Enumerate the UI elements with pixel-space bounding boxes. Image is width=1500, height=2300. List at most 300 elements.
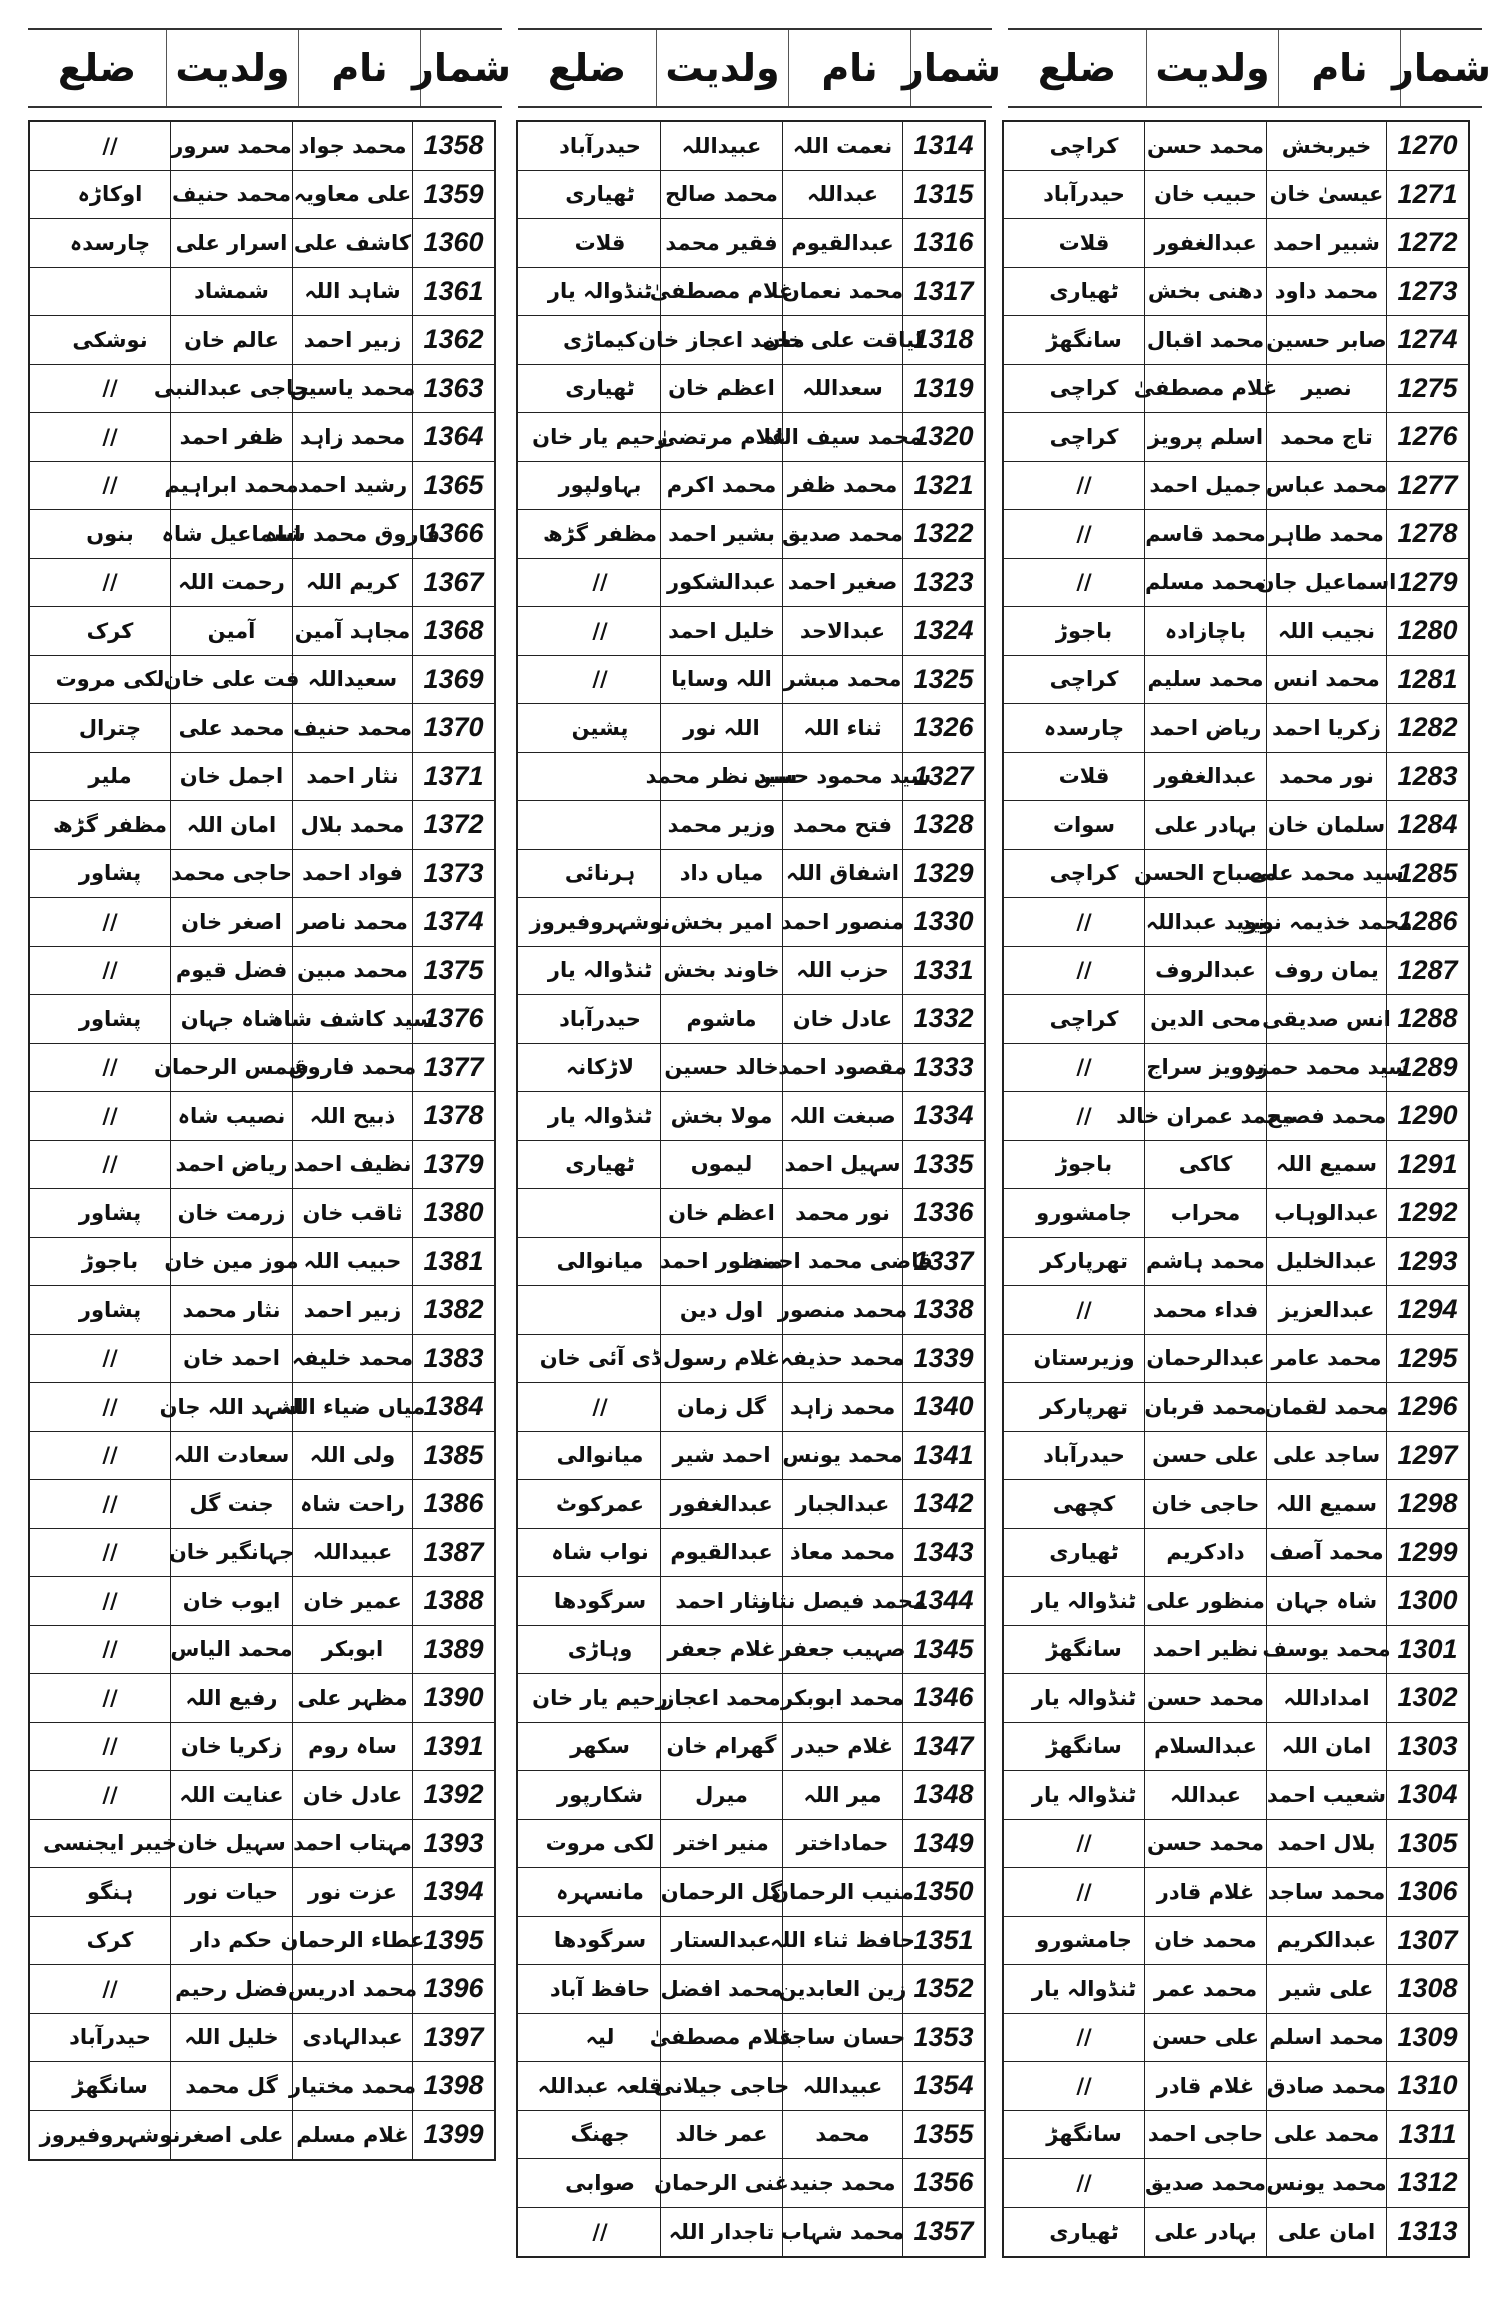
table-row [518,1674,984,1723]
serial-number: 1355 [902,2111,984,2159]
table-row [518,1141,984,1190]
serial-number: 1276 [1386,413,1468,461]
name-cell: ابوبکر [292,1626,412,1674]
name-cell: نعمت اللہ [782,122,902,170]
father-name-cell: عبیداللہ [660,122,782,170]
father-name-cell: حبیب خان [1144,171,1266,219]
serial-number: 1308 [1386,1965,1468,2013]
table-row [1004,947,1468,996]
table-row [1004,1868,1468,1917]
name-cell: محمد مبشر [782,656,902,704]
serial-number: 1277 [1386,462,1468,510]
district-cell: // [102,1055,118,1080]
serial-number: 1328 [902,801,984,849]
serial-number: 1343 [902,1529,984,1577]
table-row [30,510,494,559]
district-cell: پشاور [78,1006,142,1031]
name-cell: محمد زاہد [292,413,412,461]
serial-number: 1287 [1386,947,1468,995]
table-row [30,1626,494,1675]
district-cell: سرگودھا [553,1928,647,1953]
district-cell: کراچی [1049,1006,1119,1031]
district-cell: ہرنائی [564,861,636,886]
name-cell: شعیب احمد [1266,1771,1386,1819]
serial-number: 1302 [1386,1674,1468,1722]
serial-number: 1363 [412,365,494,413]
name-cell: نجیب اللہ [1266,607,1386,655]
father-name-cell: غلام رسول [660,1335,782,1383]
table-row [30,122,494,171]
father-name-cell: محراب [1144,1189,1266,1237]
serial-number: 1383 [412,1335,494,1383]
father-name-cell: عمر خالد [660,2111,782,2159]
table-row [1004,1238,1468,1287]
serial-number: 1296 [1386,1383,1468,1431]
table-row [30,1238,494,1287]
name-cell: محمد معاذ [782,1529,902,1577]
table-row [518,413,984,462]
name-cell: شاہد اللہ [292,268,412,316]
table-row [1004,462,1468,511]
table-row [30,1092,494,1141]
table-middle [516,120,986,2258]
table-left [28,120,496,2161]
table-row [30,1868,494,1917]
district-cell: کراچی [1049,424,1119,449]
name-cell: صغیر احمد [782,559,902,607]
header-serial: شمار [910,30,992,106]
name-cell: محمد ناصر [292,898,412,946]
serial-number: 1361 [412,268,494,316]
district-cell: مظفر گڑھ [53,812,167,837]
father-name-cell: عبدالروف [1144,947,1266,995]
father-name-cell: ظفر احمد [170,413,292,461]
father-name-cell: جہانگیر خان [170,1529,292,1577]
father-name-cell: مصباح الحسن [1144,850,1266,898]
name-cell: سمیع اللہ [1266,1141,1386,1189]
district-cell: قلات [574,230,626,255]
table-row [518,1626,984,1675]
serial-number: 1298 [1386,1480,1468,1528]
district-cell: ٹھیاری [565,1152,635,1177]
father-name-cell: اجمل خان [170,753,292,801]
serial-number: 1397 [412,2014,494,2062]
district-cell: // [102,1443,118,1468]
name-cell: کریم اللہ [292,559,412,607]
serial-number: 1375 [412,947,494,995]
serial-number: 1393 [412,1820,494,1868]
serial-number: 1305 [1386,1820,1468,1868]
serial-number: 1322 [902,510,984,558]
header-district: ضلع [57,46,137,90]
father-name-cell: محمد حنیف [170,171,292,219]
district-cell [50,268,170,316]
table-row [1004,268,1468,317]
table-row [30,947,494,996]
table-row [518,1092,984,1141]
serial-number: 1285 [1386,850,1468,898]
name-cell: اسماعیل جان [1266,559,1386,607]
district-cell: لیہ [585,2025,615,2050]
table-row [1004,1141,1468,1190]
serial-number: 1314 [902,122,984,170]
table-row [30,995,494,1044]
name-cell: سید کاشف شاہ [292,995,412,1043]
table-row [518,316,984,365]
father-name-cell: ریاض احمد [170,1141,292,1189]
table-row [30,2014,494,2063]
district-cell: // [102,473,118,498]
serial-number: 1347 [902,1723,984,1771]
district-cell: کراچی [1049,667,1119,692]
district-cell: // [1076,570,1092,595]
serial-number: 1321 [902,462,984,510]
table-row [518,801,984,850]
table-row [1004,1044,1468,1093]
father-name-cell: محمد صدیق [1144,2159,1266,2207]
district-cell: وہاڑی [567,1637,633,1662]
district-cell: // [592,1394,608,1419]
name-cell: ثاقب خان [292,1189,412,1237]
father-name-cell: حاجی جیلانی [660,2062,782,2110]
serial-number: 1334 [902,1092,984,1140]
name-cell: سلمان خان [1266,801,1386,849]
name-cell: حماداختر [782,1820,902,1868]
name-cell: قاضی محمد احمد [782,1238,902,1286]
father-name-cell: خاوند بخش [660,947,782,995]
table-row [1004,1674,1468,1723]
father-name-cell: اشہد اللہ جان [170,1383,292,1431]
district-cell: پشاور [78,1200,142,1225]
father-name-cell: رحمت اللہ [170,559,292,607]
name-cell: مظہر علی [292,1674,412,1722]
name-cell: مقصود احمد [782,1044,902,1092]
serial-number: 1378 [412,1092,494,1140]
name-cell: محمد داود [1266,268,1386,316]
name-cell: محمد سیف اللہ [782,413,902,461]
district-cell: // [1076,958,1092,983]
father-name-cell: آمین [170,607,292,655]
district-cell: سوات [1052,812,1116,837]
name-cell: عبیداللہ [782,2062,902,2110]
name-cell: عبدالخلیل [1266,1238,1386,1286]
table-row [1004,219,1468,268]
name-cell: امان علی [1266,2208,1386,2257]
father-name-cell: شاہ جہان [170,995,292,1043]
table-row [1004,1335,1468,1384]
serial-number: 1323 [902,559,984,607]
table-row [518,607,984,656]
serial-number: 1335 [902,1141,984,1189]
father-name-cell: گل الرحمان [660,1868,782,1916]
district-cell: // [102,133,118,158]
father-name-cell: فضل قیوم [170,947,292,995]
serial-number: 1270 [1386,122,1468,170]
table-row [518,850,984,899]
name-cell: تاج محمد [1266,413,1386,461]
district-cell: // [102,376,118,401]
father-name-cell: عبدالغفور [1144,753,1266,801]
district-cell: // [102,1588,118,1613]
serial-number: 1391 [412,1723,494,1771]
table-row [30,1723,494,1772]
serial-number: 1384 [412,1383,494,1431]
name-cell: عبدالوہاب [1266,1189,1386,1237]
table-row [30,1577,494,1626]
table-row [518,1771,984,1820]
table-row [30,1674,494,1723]
district-cell: باجوڑ [1055,618,1113,643]
serial-number: 1299 [1386,1529,1468,1577]
father-name-cell: نوید عبداللہ [1144,898,1266,946]
table-row [1004,1092,1468,1141]
serial-number: 1387 [412,1529,494,1577]
serial-number: 1354 [902,2062,984,2110]
serial-number: 1301 [1386,1626,1468,1674]
name-cell: فاروق محمد شاہ [292,510,412,558]
table-row [30,462,494,511]
table-row [518,510,984,559]
district-cell: کراچی [1049,861,1119,886]
serial-number: 1318 [902,316,984,364]
name-cell: نثار احمد [292,753,412,801]
name-cell: محمد فاروق [292,1044,412,1092]
name-cell: سعداللہ [782,365,902,413]
serial-number: 1373 [412,850,494,898]
serial-number: 1317 [902,268,984,316]
district-cell: چارسدہ [1043,715,1125,740]
serial-number: 1272 [1386,219,1468,267]
district-cell: سانگھڑ [72,2073,148,2098]
name-cell: حبیب اللہ [292,1238,412,1286]
table-row [1004,1626,1468,1675]
serial-number: 1283 [1386,753,1468,801]
father-name-cell: سہیل خان [170,1820,292,1868]
name-cell: راحت شاہ [292,1480,412,1528]
name-cell: محمد ابوبکر [782,1674,902,1722]
table-row [518,1480,984,1529]
serial-number: 1331 [902,947,984,995]
name-cell: اشفاق اللہ [782,850,902,898]
serial-number: 1398 [412,2062,494,2110]
district-cell: حیدرآباد [559,133,641,158]
father-name-cell: غلام قادر [1144,2062,1266,2110]
serial-number: 1333 [902,1044,984,1092]
district-cell: نوشہروفیروز [39,2122,181,2147]
father-name-cell: محمد اکرم [660,462,782,510]
district-cell: // [102,424,118,449]
table-row [1004,1189,1468,1238]
name-cell: زبیر احمد [292,1286,412,1334]
header-district: ضلع [547,46,627,90]
father-name-cell: محمد حسن [1144,1674,1266,1722]
district-cell: ٹنڈوالہ یار [1031,1685,1137,1710]
table-row [1004,898,1468,947]
serial-number: 1367 [412,559,494,607]
name-cell: نصیر [1266,365,1386,413]
table-row [1004,365,1468,414]
serial-number: 1342 [902,1480,984,1528]
district-cell: کراچی [1049,376,1119,401]
father-name-cell: محمد خان [1144,1917,1266,1965]
table-row [1004,995,1468,1044]
name-cell: منصور احمد [782,898,902,946]
table-row [1004,801,1468,850]
serial-number: 1399 [412,2111,494,2160]
father-name-cell: حاجی محمد [170,850,292,898]
table-row [30,1820,494,1869]
district-cell: // [102,1540,118,1565]
name-cell: ثناء اللہ [782,704,902,752]
serial-number: 1271 [1386,171,1468,219]
serial-number: 1344 [902,1577,984,1625]
table-row [30,656,494,705]
district-cell: اوکاڑہ [77,182,143,207]
table-row [518,995,984,1044]
district-cell: // [102,1637,118,1662]
district-cell: شکارپور [557,1782,643,1807]
serial-number: 1351 [902,1917,984,1965]
father-name-cell: محمد ابراہیم [170,462,292,510]
table-row [518,947,984,996]
name-cell: بلال احمد [1266,1820,1386,1868]
district-cell: میانوالی [556,1249,644,1274]
name-cell: سعیداللہ [292,656,412,704]
district-cell: قلات [1058,230,1110,255]
name-cell: عطاء الرحمان [292,1917,412,1965]
name-cell: صابر حسین [1266,316,1386,364]
table-row [518,1965,984,2014]
table-row [30,268,494,317]
father-name-cell: غلام جعفر [660,1626,782,1674]
district-cell: ملیر [88,764,132,789]
name-cell: محمد یونس [1266,2159,1386,2207]
district-cell: رحیم یار خان [532,424,668,449]
serial-number: 1312 [1386,2159,1468,2207]
name-cell: لیاقت علی خان [782,316,902,364]
serial-number: 1326 [902,704,984,752]
father-name-cell: محمد اعجاز خان [660,316,782,364]
name-cell: محمد اسلم [1266,2014,1386,2062]
district-cell: نوشہروفیروز [529,909,671,934]
name-cell: محمد مختیار [292,2062,412,2110]
father-name-cell: باچازادہ [1144,607,1266,655]
district-cell: ٹھیاری [565,376,635,401]
district-cell: نوشکی [72,327,148,352]
district-cell: مظفر گڑھ [543,521,657,546]
serial-number: 1295 [1386,1335,1468,1383]
district-cell: کیماڑی [562,327,638,352]
district-cell: // [592,570,608,595]
name-cell: نور محمد [1266,753,1386,801]
table-row [518,122,984,171]
name-cell: محمد ادریس [292,1965,412,2013]
table-row [1004,1432,1468,1481]
district-cell: // [102,1346,118,1371]
district-cell [540,1286,660,1334]
table-row [30,1771,494,1820]
name-cell: عبدالکریم [1266,1917,1386,1965]
father-name-cell: نثار احمد [660,1577,782,1625]
district-cell: // [102,1394,118,1419]
father-name-cell: فداء محمد [1144,1286,1266,1334]
name-cell: عادل خان [782,995,902,1043]
name-cell: سید محمد حمزہ [1266,1044,1386,1092]
table-row [30,365,494,414]
header-father: ولدیت [1146,30,1278,106]
table-row [30,1529,494,1578]
table-row [518,559,984,608]
father-name-cell: اسرار علی [170,219,292,267]
serial-number: 1377 [412,1044,494,1092]
father-name-cell: حاجی عبدالنبی [170,365,292,413]
table-row [1004,607,1468,656]
district-cell: // [1076,521,1092,546]
serial-number: 1380 [412,1189,494,1237]
table-row [30,1189,494,1238]
table-row [518,2159,984,2208]
father-name-cell: اعظم خان [660,1189,782,1237]
district-cell: باجوڑ [81,1249,139,1274]
serial-number: 1349 [902,1820,984,1868]
father-name-cell: حیات نور [170,1868,292,1916]
district-cell: خیبر ایجنسی [42,1831,178,1856]
serial-number: 1358 [412,122,494,170]
name-cell: محمد ساجد [1266,1868,1386,1916]
serial-number: 1292 [1386,1189,1468,1237]
serial-number: 1372 [412,801,494,849]
father-name-cell: علی اصغر [170,2111,292,2160]
district-cell: سکھر [570,1734,630,1759]
district-cell: // [102,1734,118,1759]
serial-number: 1324 [902,607,984,655]
table-row [1004,1383,1468,1432]
district-cell: بنوں [86,521,134,546]
table-row [1004,510,1468,559]
table-row [518,1238,984,1287]
serial-number: 1307 [1386,1917,1468,1965]
table-row [30,2062,494,2111]
table-row [1004,1723,1468,1772]
table-row [1004,656,1468,705]
table-row [1004,2159,1468,2208]
name-cell: انس صدیقی [1266,995,1386,1043]
father-name-cell: محمد افضل [660,1965,782,2013]
name-cell: محمد یوسف [1266,1626,1386,1674]
father-name-cell: وزیر محمد [660,801,782,849]
name-cell: شاہ جہان [1266,1577,1386,1625]
name-cell: یمان روف [1266,947,1386,995]
table-row [518,268,984,317]
table-row [518,2111,984,2160]
serial-number: 1394 [412,1868,494,1916]
district-cell: // [102,1152,118,1177]
serial-number: 1274 [1386,316,1468,364]
father-name-cell: محمد الیاس [170,1626,292,1674]
serial-number: 1345 [902,1626,984,1674]
name-cell: محمد عامر [1266,1335,1386,1383]
father-name-cell: محمد اقبال [1144,316,1266,364]
name-cell: امداداللہ [1266,1674,1386,1722]
father-name-cell: منیر اختر [660,1820,782,1868]
serial-number: 1395 [412,1917,494,1965]
serial-number: 1313 [1386,2208,1468,2257]
father-name-cell: احمد خان [170,1335,292,1383]
serial-number: 1337 [902,1238,984,1286]
serial-number: 1278 [1386,510,1468,558]
serial-number: 1293 [1386,1238,1468,1286]
father-name-cell: غنی الرحمان [660,2159,782,2207]
